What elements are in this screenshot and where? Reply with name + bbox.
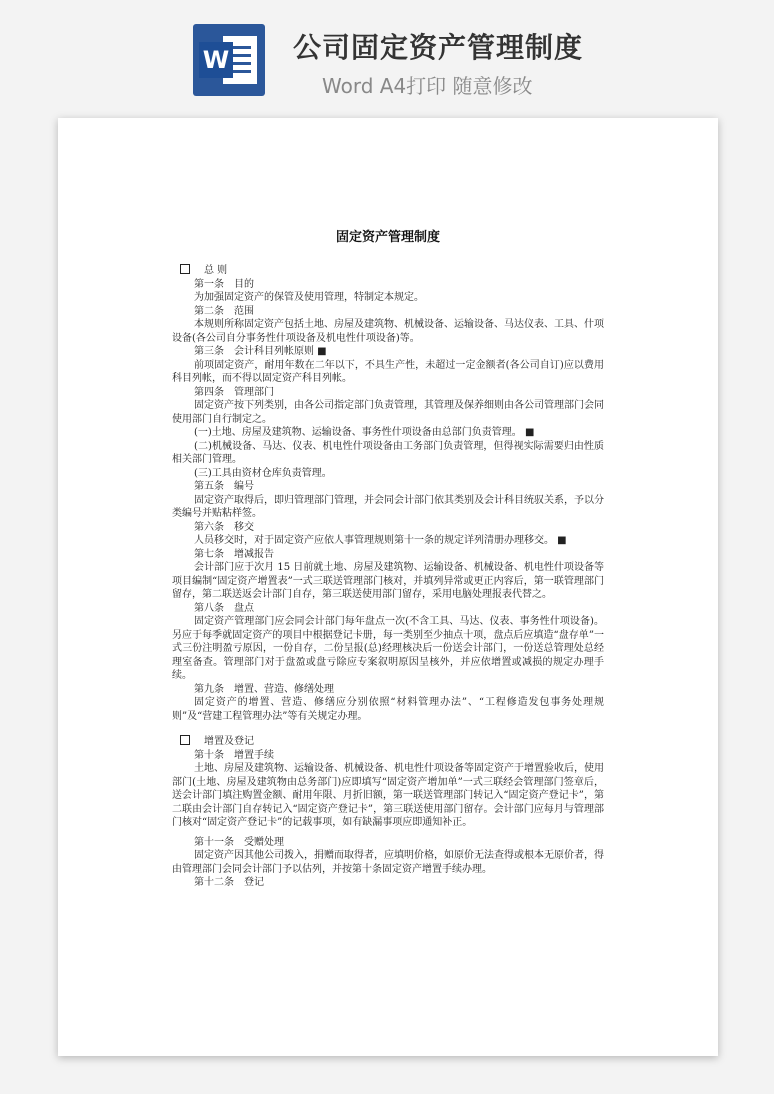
paragraph: 会计部门应于次月 15 日前就土地、房屋及建筑物、运输设备、机械设备、机电性什项设备等项目编制“固定资产增置表”一式三联送管理部门核对，并填列异常或更正内容后，第一联管理部门留存，第二联送返会计部门自存，第三联送使用部门留存，采用电脑处理报表代替之。 (172, 562, 604, 600)
paragraph: 固定资产管理部门应会同会计部门每年盘点一次(不含工具、马达、仪表、事务性什项设备)。另应于每季就固定资产的项目中根据登记卡册，每一类别至少抽点十项，盘点后应填造“盘存单”一式三份注明盈亏原因，一份自存，二份呈报(总)经理核决后一份送会计部门，一份送总管理处总经理室备查。管理部门对于盘盈或盘亏除应专案叙明原因呈核外，并应依增置或减损的规定办理手续。 (172, 616, 604, 681)
word-letter: W (199, 42, 233, 78)
paragraph: (二)机械设备、马达、仪表、机电性什项设备由工务部门负责管理，但得视实际需要归由性质相关部门管理。 (172, 440, 604, 465)
article-heading: 第八条 盘点 (194, 602, 254, 614)
paragraph: 为加强固定资产的保管及使用管理，特制定本规定。 (194, 292, 424, 303)
checkbox-icon (180, 735, 190, 745)
article-heading: 第六条 移交 (194, 521, 254, 533)
article-heading: 第十二条 登记 (194, 877, 264, 888)
paragraph: 前项固定资产，耐用年数在二年以下，不具生产性，未超过一定金额者(各公司自订)应以费用科目列帐，而不得以固定资产科目列帐。 (172, 359, 604, 384)
article-heading: 第七条 增减报告 (194, 548, 274, 560)
article-heading: 第四条 管理部门 (194, 386, 274, 398)
paragraph: 固定资产的增置、营造、修缮应分别依照“材料管理办法”、“工程修造发包事务处理规则”及“营建工程管理办法”等有关规定办理。 (172, 697, 604, 722)
section-heading: 增置及登记 (172, 735, 604, 749)
article-heading: 第九条 增置、营造、修缮处理 (194, 683, 334, 695)
word-icon (193, 24, 265, 96)
article-heading: 第十条 增置手续 (194, 749, 274, 761)
paragraph: 本规则所称固定资产包括土地、房屋及建筑物、机械设备、运输设备、马达仪表、工具、什项设备(各公司自分事务性什项设备及机电性什项设备)等。 (172, 319, 604, 344)
paragraph: (三)工具由资材仓库负责管理。 (194, 467, 332, 479)
document-page (58, 118, 718, 1056)
article-heading: 第十一条 受赠处理 (194, 836, 284, 848)
article-heading: 第三条 会计科目列帐原则 ■ (194, 346, 327, 357)
paragraph: 固定资产因其他公司拨入，捐赠而取得者，应填明价格，如原价无法查得或根本无原价者，得由管理部门会同会计部门予以估列，并按第十条固定资产增置手续办理。 (172, 850, 604, 875)
article-heading: 第一条 目的 (194, 278, 254, 290)
paragraph: 人员移交时，对于固定资产应依人事管理规则第十一条的规定详列清册办理移交。 ■ (194, 535, 567, 546)
section-heading: 总 则 (172, 264, 604, 278)
checkbox-icon (180, 264, 190, 274)
paragraph: (一)土地、房屋及建筑物、运输设备、事务性什项设备由总部门负责管理。 ■ (194, 427, 535, 438)
page-title: 公司固定资产管理制度 (293, 31, 584, 64)
paragraph: 土地、房屋及建筑物、运输设备、机械设备、机电性什项设备等固定资产于增置验收后，使用部门(土地、房屋及建筑物由总务部门)应即填写“固定资产增加单”一式三联经会管理部门签章后，送会计部门填注购置金额、耐用年限、月折旧额，第一联送管理部门转记入“固定资产登记卡”，第二联由会计部门自存转记入“固定资产登记卡”，第三联送使用部门留存。会计部门应每月与管理部门核对“固定资产登记卡”的记载事项，如有缺漏事项应即通知补正。 (172, 763, 604, 828)
header (0, 0, 774, 118)
document-body (172, 264, 604, 890)
paragraph: 固定资产按下列类别，由各公司指定部门负责管理，其管理及保养细则由各公司管理部门会同使用部门自行制定之。 (172, 400, 604, 425)
article-heading: 第五条 编号 (194, 481, 254, 492)
paragraph: 固定资产取得后，即归管理部门管理，并会同会计部门依其类别及会计科目统驭关系，予以分类编号并贴粘样签。 (172, 494, 604, 519)
document-title: 固定资产管理制度 (335, 230, 440, 245)
page-subtitle: Word A4打印 随意修改 (322, 74, 533, 98)
article-heading: 第二条 范围 (194, 305, 254, 317)
